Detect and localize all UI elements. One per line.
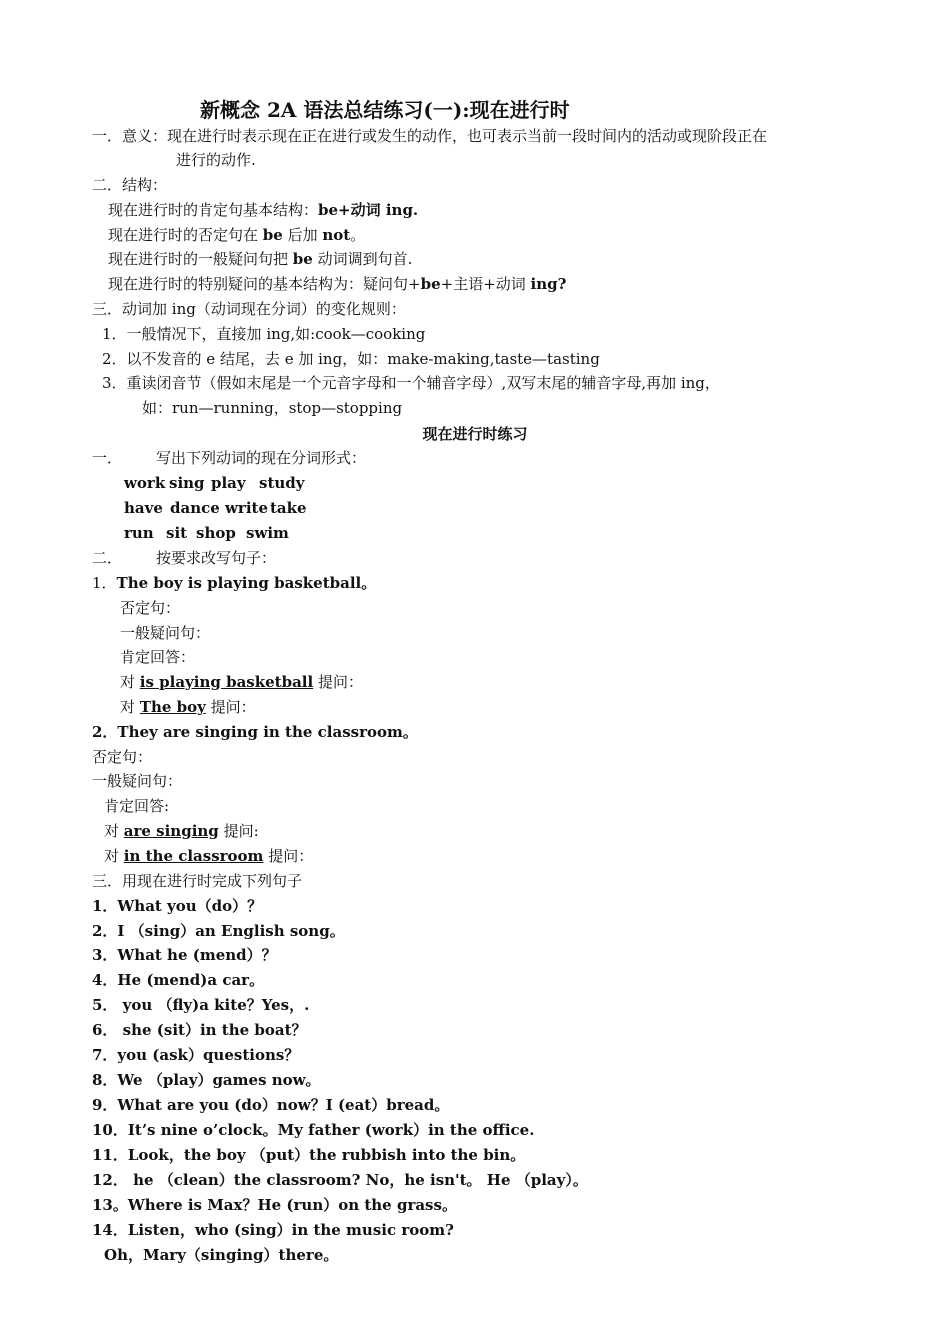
- exercise-item: 10．It’s nine o’clock。My father (work）in the office.: [92, 1121, 535, 1139]
- meaning-line-1: [92, 124, 767, 149]
- exercise-item: 9．What are you (do）now？I (eat）bread。: [92, 1096, 450, 1114]
- structure-general-suffix: 动词调到句首.: [312, 250, 413, 268]
- structure-negative: [108, 223, 365, 248]
- ask-suffix: 提问：: [205, 698, 256, 716]
- rule-item: 1．一般情况下，直接加 ing,如:cook—cooking: [102, 325, 426, 343]
- exercise-item: 4．He (mend)a car。: [92, 971, 265, 989]
- verb-word: sit: [166, 524, 188, 542]
- verb-word: shop: [196, 524, 236, 542]
- exercise-item: 12． he （clean）the classroom? No，he isn't。 He （play）。: [92, 1171, 588, 1189]
- structure-special-mid: +主语+动词: [440, 275, 531, 293]
- rewrite-q2-negative: 否定句：: [92, 748, 153, 766]
- structure-negative-be: be: [262, 226, 283, 244]
- rewrite-q2-ask-1: [104, 819, 259, 844]
- verb-word: take: [270, 499, 307, 517]
- ask-underlined: in the classroom: [123, 847, 264, 865]
- section-1-label: 写出下列动词的现在分词形式：: [156, 449, 367, 467]
- structure-special-text: 现在进行时的特别疑问的基本结构为：疑问句+: [108, 275, 421, 293]
- exercise-item: 11．Look，the boy （put）the rubbish into the bin。: [92, 1146, 526, 1164]
- structure-affirmative-formula: be+动词 ing.: [318, 201, 419, 219]
- verb-word: sing: [169, 474, 205, 492]
- rewrite-q1-negative: 否定句：: [120, 599, 181, 617]
- ask-prefix: 对: [104, 822, 124, 840]
- structure-general-question: [108, 247, 412, 272]
- rewrite-q2-sentence: 2．They are singing in the classroom。: [92, 723, 418, 741]
- verb-row: [124, 496, 307, 521]
- ask-prefix: 对: [104, 847, 124, 865]
- meaning-text-1: 现在进行时表示现在正在进行或发生的动作，也可表示当前一段时间内的活动或现阶段正在: [167, 127, 768, 145]
- meaning-label: 一．意义：: [92, 127, 168, 145]
- exercise-item: 14．Listen，who (sing）in the music room?: [92, 1221, 454, 1239]
- rewrite-q1-number: 1．: [92, 574, 117, 592]
- rule-3-example: 如：run—running，stop—stopping: [142, 399, 403, 417]
- meaning-text-2: 进行的动作.: [176, 151, 256, 169]
- ask-suffix: 提问:: [218, 822, 259, 840]
- verb-word: study: [259, 474, 305, 492]
- structure-affirmative: [108, 198, 418, 223]
- exercise-item: 2．I （sing）an English song。: [92, 922, 345, 940]
- rule-item: 2．以不发音的 e 结尾，去 e 加 ing，如：make-making,taste—tasting: [102, 350, 600, 368]
- rewrite-q2-ask-2: [104, 844, 313, 869]
- ask-prefix: 对: [120, 698, 140, 716]
- structure-affirmative-text: 现在进行时的肯定句基本结构：: [108, 201, 319, 219]
- rules-label: 三．动词加 ing（动词现在分词）的变化规则：: [92, 300, 406, 318]
- verb-word: run: [124, 524, 154, 542]
- ask-underlined: The boy: [139, 698, 206, 716]
- document-title: 新概念 2A 语法总结练习(一):现在进行时: [200, 98, 570, 122]
- verb-row: [124, 521, 289, 546]
- structure-special-question: [108, 272, 566, 297]
- exercise-item: 13。Where is Max？He (run）on the grass。: [92, 1196, 457, 1214]
- structure-general-be: be: [292, 250, 313, 268]
- rewrite-q1: [92, 571, 376, 596]
- practice-title: 现在进行时练习: [422, 425, 528, 443]
- ask-suffix: 提问：: [263, 847, 314, 865]
- exercise-item: 7．you (ask）questions？: [92, 1046, 300, 1064]
- ask-suffix: 提问：: [313, 673, 363, 691]
- structure-negative-not: not: [322, 226, 351, 244]
- structure-general-text: 现在进行时的一般疑问句把: [108, 250, 293, 268]
- exercise-item: Oh，Mary（singing）there。: [104, 1246, 339, 1264]
- ask-prefix: 对: [120, 673, 140, 691]
- section-1-number: 一．: [92, 449, 123, 467]
- verb-word: swim: [246, 524, 289, 542]
- structure-negative-mid: 后加: [282, 226, 323, 244]
- structure-special-be: be: [420, 275, 441, 293]
- verb-word: play: [211, 474, 246, 492]
- ask-underlined: is playing basketball: [139, 673, 314, 691]
- structure-special-ing: ing?: [530, 275, 567, 293]
- section-3-heading: 三．用现在进行时完成下列句子: [92, 872, 303, 890]
- rewrite-q1-answer: 肯定回答：: [120, 648, 196, 666]
- rewrite-q1-general: 一般疑问句：: [120, 624, 211, 642]
- exercise-item: 5． you （fly)a kite？Yes，.: [92, 996, 310, 1014]
- verb-word: work: [124, 474, 166, 492]
- structure-negative-suffix: 。: [350, 226, 366, 244]
- verb-word: dance: [170, 499, 220, 517]
- exercise-item: 6． she (sit）in the boat？: [92, 1021, 307, 1039]
- section-2-number: 二．: [92, 549, 123, 567]
- rewrite-q2-answer: 肯定回答:: [104, 797, 170, 815]
- exercise-item: 8．We （play）games now。: [92, 1071, 321, 1089]
- ask-underlined: are singing: [123, 822, 219, 840]
- rewrite-q2-general: 一般疑问句：: [92, 772, 183, 790]
- structure-negative-text: 现在进行时的否定句在: [108, 226, 263, 244]
- section-1-heading: [92, 446, 366, 471]
- section-2-heading: [92, 546, 276, 571]
- exercise-item: 1．What you（do）？: [92, 897, 263, 915]
- rewrite-q1-ask-1: [120, 670, 363, 695]
- section-2-label: 按要求改写句子：: [156, 549, 277, 567]
- verb-word: write: [225, 499, 268, 517]
- rewrite-q1-sentence: The boy is playing basketball。: [116, 574, 377, 592]
- structure-label: 二．结构：: [92, 176, 168, 194]
- rule-item: 3．重读闭音节（假如末尾是一个元音字母和一个辅音字母）,双写末尾的辅音字母,再加 ing，: [102, 374, 720, 392]
- verb-row: [124, 471, 304, 496]
- exercise-item: 3．What he (mend）？: [92, 946, 277, 964]
- rewrite-q1-ask-2: [120, 695, 256, 720]
- verb-word: have: [124, 499, 163, 517]
